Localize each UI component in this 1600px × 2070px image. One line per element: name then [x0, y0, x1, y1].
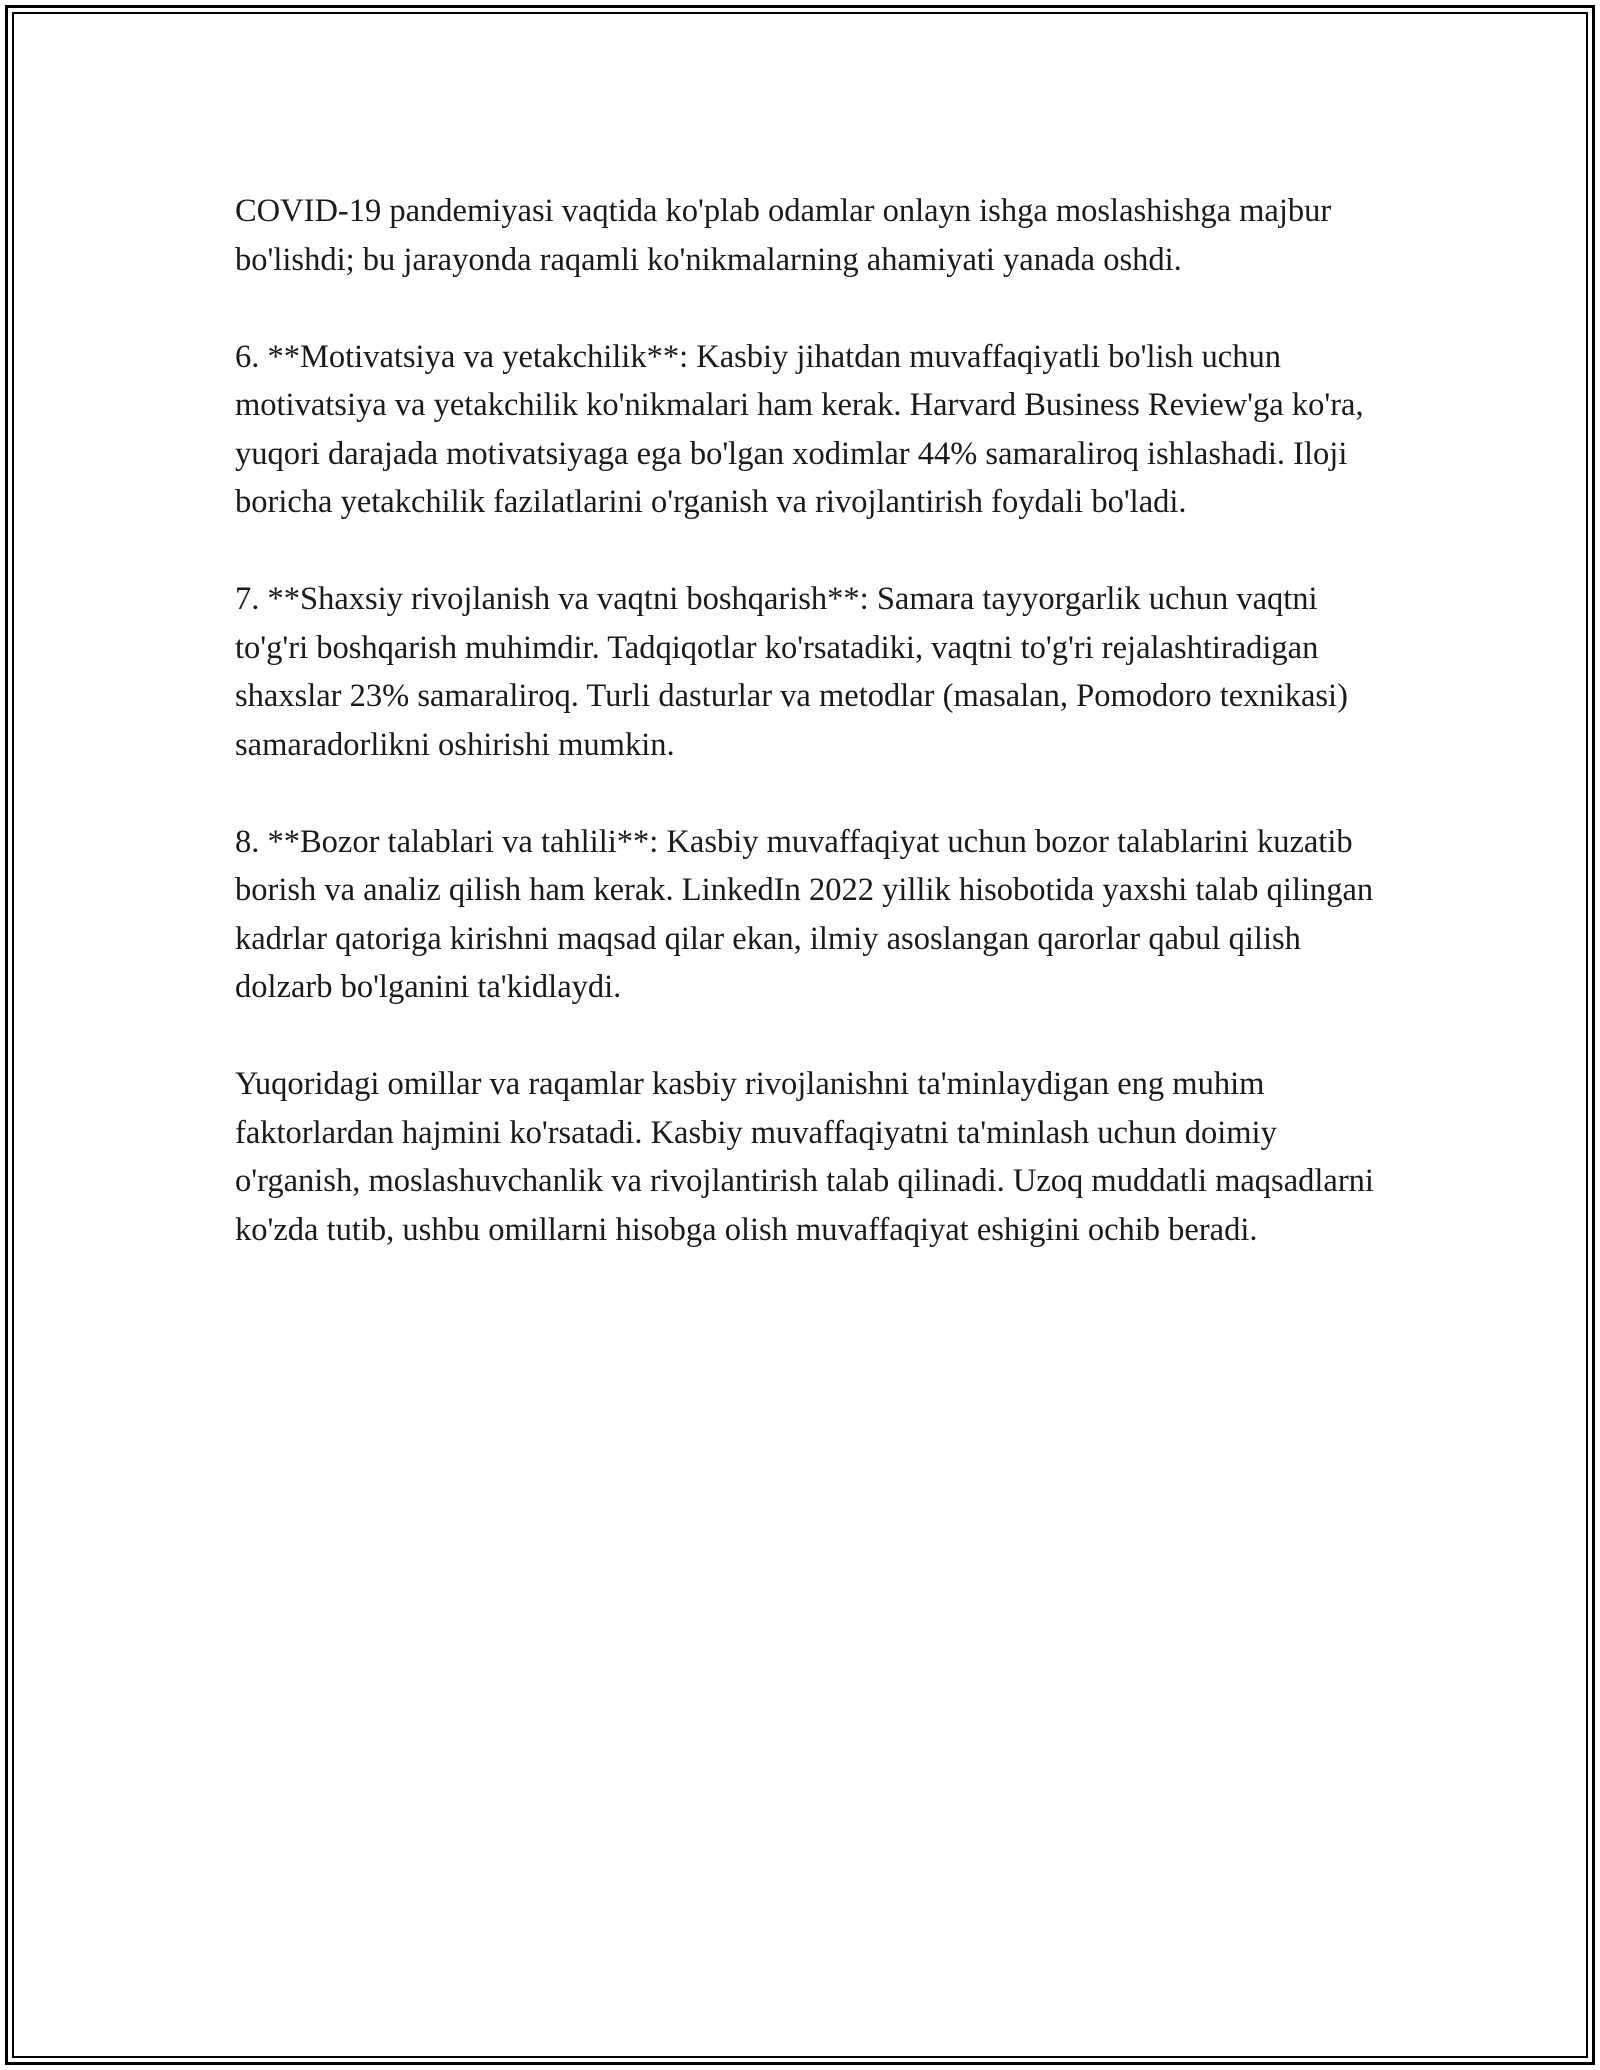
paragraph-covid-intro: COVID-19 pandemiyasi vaqtida ko'plab odamlar onlayn ishga moslashishga majbur bo'lishdi; bu jarayonda raqamli ko'nikmalarning ahamiyati yanada oshdi.: [235, 193, 1332, 278]
paragraph-conclusion: Yuqoridagi omillar va raqamlar kasbiy rivojlanishni ta'minlaydigan eng muhim faktorlardan hajmini ko'rsatadi. Kasbiy muvaffaqiyatni ta'minlash uchun doimiy o'rganish, moslashuvchanlik va rivojlantirish talab qilinadi. Uzoq muddatli maqsadlarni ko'zda tutib, ushbu omillarni hisobga olish muvaffaqiyat eshigini ochib beradi.: [235, 1066, 1374, 1248]
paragraph-personal-development-time: 7. **Shaxsiy rivojlanish va vaqtni boshqarish**: Samara tayyorgarlik uchun vaqtni to'g'ri boshqarish muhimdir. Tadqiqotlar ko'rsatadiki, vaqtni to'g'ri rejalashtiradigan shaxslar 23% samaraliroq. Turli dasturlar va metodlar (masalan, Pomodoro texnikasi) samaradorlikni oshirishi mumkin.: [235, 581, 1348, 763]
document-body: [235, 187, 1385, 1254]
paragraph-market-requirements: 8. **Bozor talablari va tahlili**: Kasbiy muvaffaqiyat uchun bozor talablarini kuzatib borish va analiz qilish ham kerak. LinkedIn 2022 yillik hisobotida yaxshi talab qilingan kadrlar qatoriga kirishni maqsad qilar ekan, ilmiy asoslangan qarorlar qabul qilish dolzarb bo'lganini ta'kidlaydi.: [235, 823, 1374, 1005]
paragraph-motivation-leadership: 6. **Motivatsiya va yetakchilik**: Kasbiy jihatdan muvaffaqiyatli bo'lish uchun motivatsiya va yetakchilik ko'nikmalari ham kerak. Harvard Business Review'ga ko'ra, yuqori darajada motivatsiyaga ega bo'lgan xodimlar 44% samaraliroq ishlashadi. Iloji boricha yetakchilik fazilatlarini o'rganish va rivojlantirish foydali bo'ladi.: [235, 338, 1364, 520]
